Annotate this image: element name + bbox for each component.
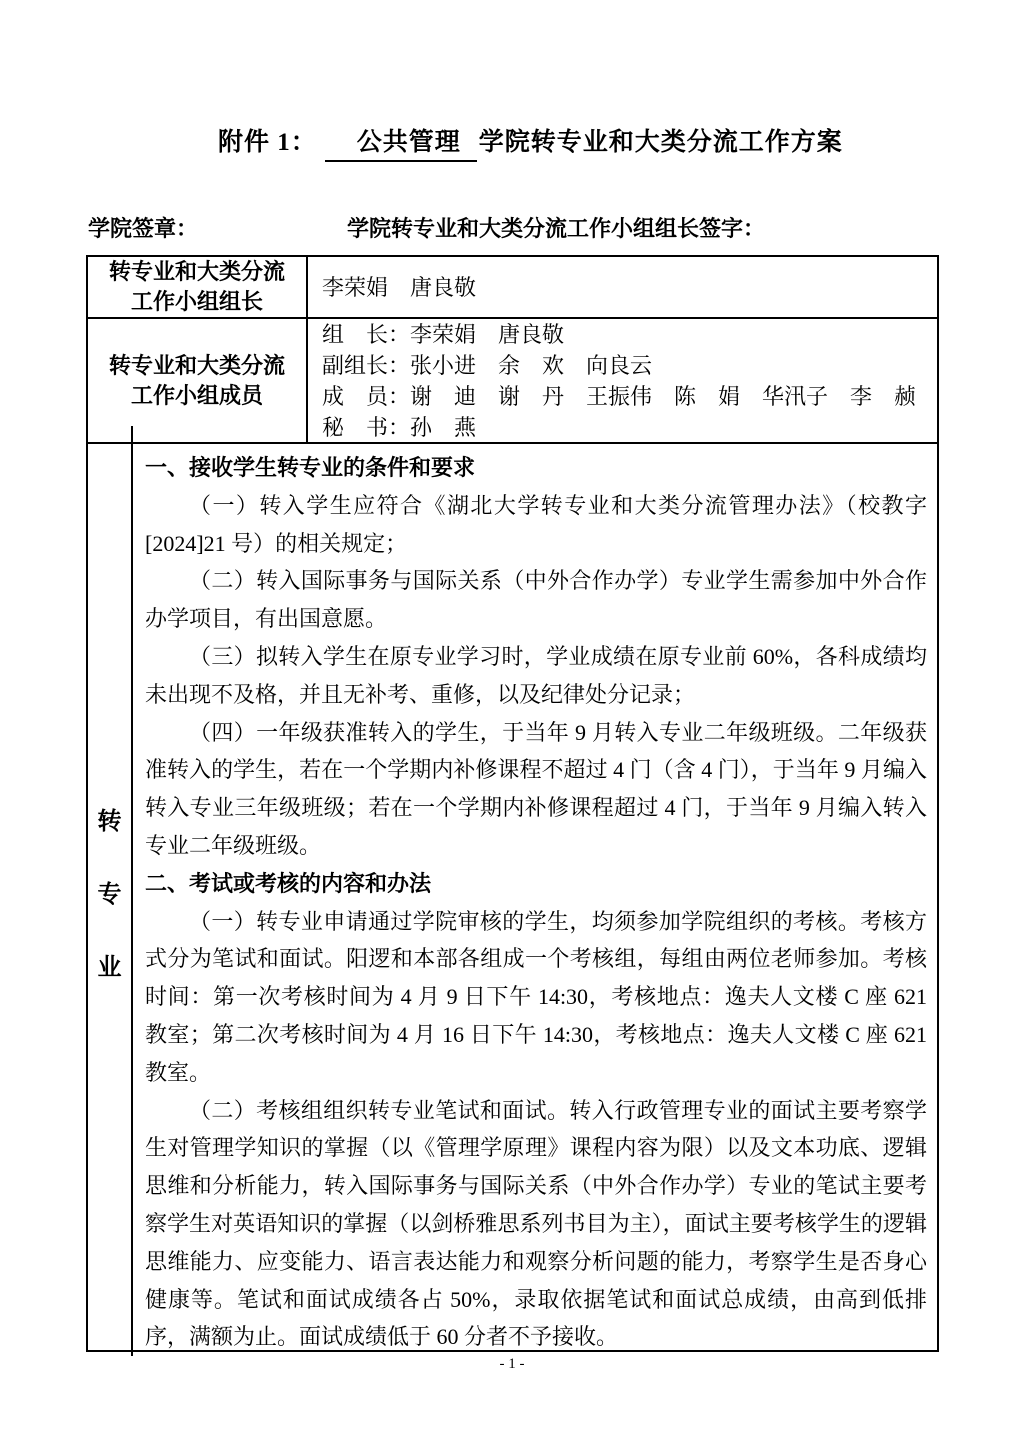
section-1-paragraph-2: （二）转入国际事务与国际关系（中外合作办学）专业学生需参加中外合作办学项目，有出国意愿。 <box>145 568 927 632</box>
leader-row-header <box>88 257 308 317</box>
member-line-members: 成 员：谢 迪 谢 丹 王振伟 陈 娟 华汛子 李 赪 <box>322 383 917 409</box>
leader-row-header-line1: 转专业和大类分流 <box>108 259 285 284</box>
document-title <box>218 122 843 162</box>
section-1-paragraph-3: （三）拟转入学生在原专业学习时，学业成绩在原专业前 60%，各科成绩均未出现不及格，并且无补考、重修，以及纪律处分记录； <box>145 643 927 707</box>
vertical-char-1: 转 <box>97 808 122 835</box>
members-row-header-line2: 工作小组成员 <box>130 382 263 408</box>
section-2-paragraph-2: （二）考核组组织转专业笔试和面试。转入行政管理专业的面试主要考察学生对管理学知识的掌握（以《管理学原理》课程内容为限）以及文本功底、逻辑思维和分析能力，转入国际事务与国际关系（中外合作办学）专业的笔试主要考察学生对英语知识的掌握（以剑桥雅思系列书目为主），面试主要考核学生的逻辑思维能力、应变能力、语言表达能力和观察分析问题的能力，考察学生是否身心健康等。笔试和面试成绩各占 50%，录取依据笔试和面试总成绩，由高到低排序，满额为止。面试成绩低于 60 分者不予接收。 <box>145 1097 927 1350</box>
leader-row-value <box>308 257 937 317</box>
plan-content <box>133 444 937 1356</box>
section-2-paragraph-1: （一）转专业申请通过学院审核的学生，均须参加学院组织的考核。考核方式分为笔试和面试。阳逻和本部各组成一个考核组，每组由两位老师参加。考核时间：第一次考核时间为 4 月 9 日下午 14:30，考核地点：逸夫人文楼 C 座 621 教室；第二次考核时间为 4 月 16 日下午 14:30，考核地点：逸夫人文楼 C 座 621 教室。 <box>145 908 927 1085</box>
vertical-char-3: 业 <box>97 954 122 981</box>
group-leader-signature-label: 学院转专业和大类分流工作小组组长签字： <box>347 216 766 241</box>
leader-names: 李荣娟 唐良敬 <box>322 274 477 300</box>
member-line-deputy: 副组长：张小进 余 欢 向良云 <box>322 352 653 378</box>
signature-line <box>0 212 1024 242</box>
section-exam-methods <box>145 865 927 1356</box>
leader-row-header-line2: 工作小组组长 <box>130 289 263 314</box>
vertical-char-2: 专 <box>97 881 122 908</box>
section-1-paragraph-4: （四）一年级获准转入的学生，于当年 9 月转入专业二年级班级。二年级获准转入的学生，若在一个学期内补修课程不超过 4 门（含 4 门），于当年 9 月编入转入专业三年级班级；若在一个学期内补修课程超过 4 门，于当年 9 月编入转入专业二年级班级。 <box>145 719 927 858</box>
member-line-leader: 组 长：李荣娟 唐良敬 <box>322 321 565 347</box>
work-plan-table <box>86 255 939 1352</box>
vertical-category-label <box>88 426 133 1356</box>
table-row-content <box>88 444 937 1356</box>
members-row-header <box>88 319 308 442</box>
title-suffix: 学院转专业和大类分流工作方案 <box>478 129 843 156</box>
section-2-heading: 二、考试或考核的内容和办法 <box>145 870 432 896</box>
page-number: - 1 - <box>499 1356 525 1372</box>
member-line-secretary: 秘 书：孙 燕 <box>322 414 477 440</box>
title-college-name: 公共管理 <box>325 122 477 162</box>
table-row-leader <box>88 257 937 319</box>
members-row-header-line1: 转专业和大类分流 <box>108 352 285 378</box>
members-row-value <box>308 319 937 442</box>
title-attachment-label: 附件 1： <box>218 129 317 156</box>
section-1-paragraph-1: （一）转入学生应符合《湖北大学转专业和大类分流管理办法》（校教字[2024]21 号）的相关规定； <box>145 492 927 556</box>
college-seal-label: 学院签章： <box>88 216 199 241</box>
table-row-members <box>88 319 937 444</box>
section-1-heading: 一、接收学生转专业的条件和要求 <box>145 455 476 480</box>
section-conditions <box>145 449 927 865</box>
